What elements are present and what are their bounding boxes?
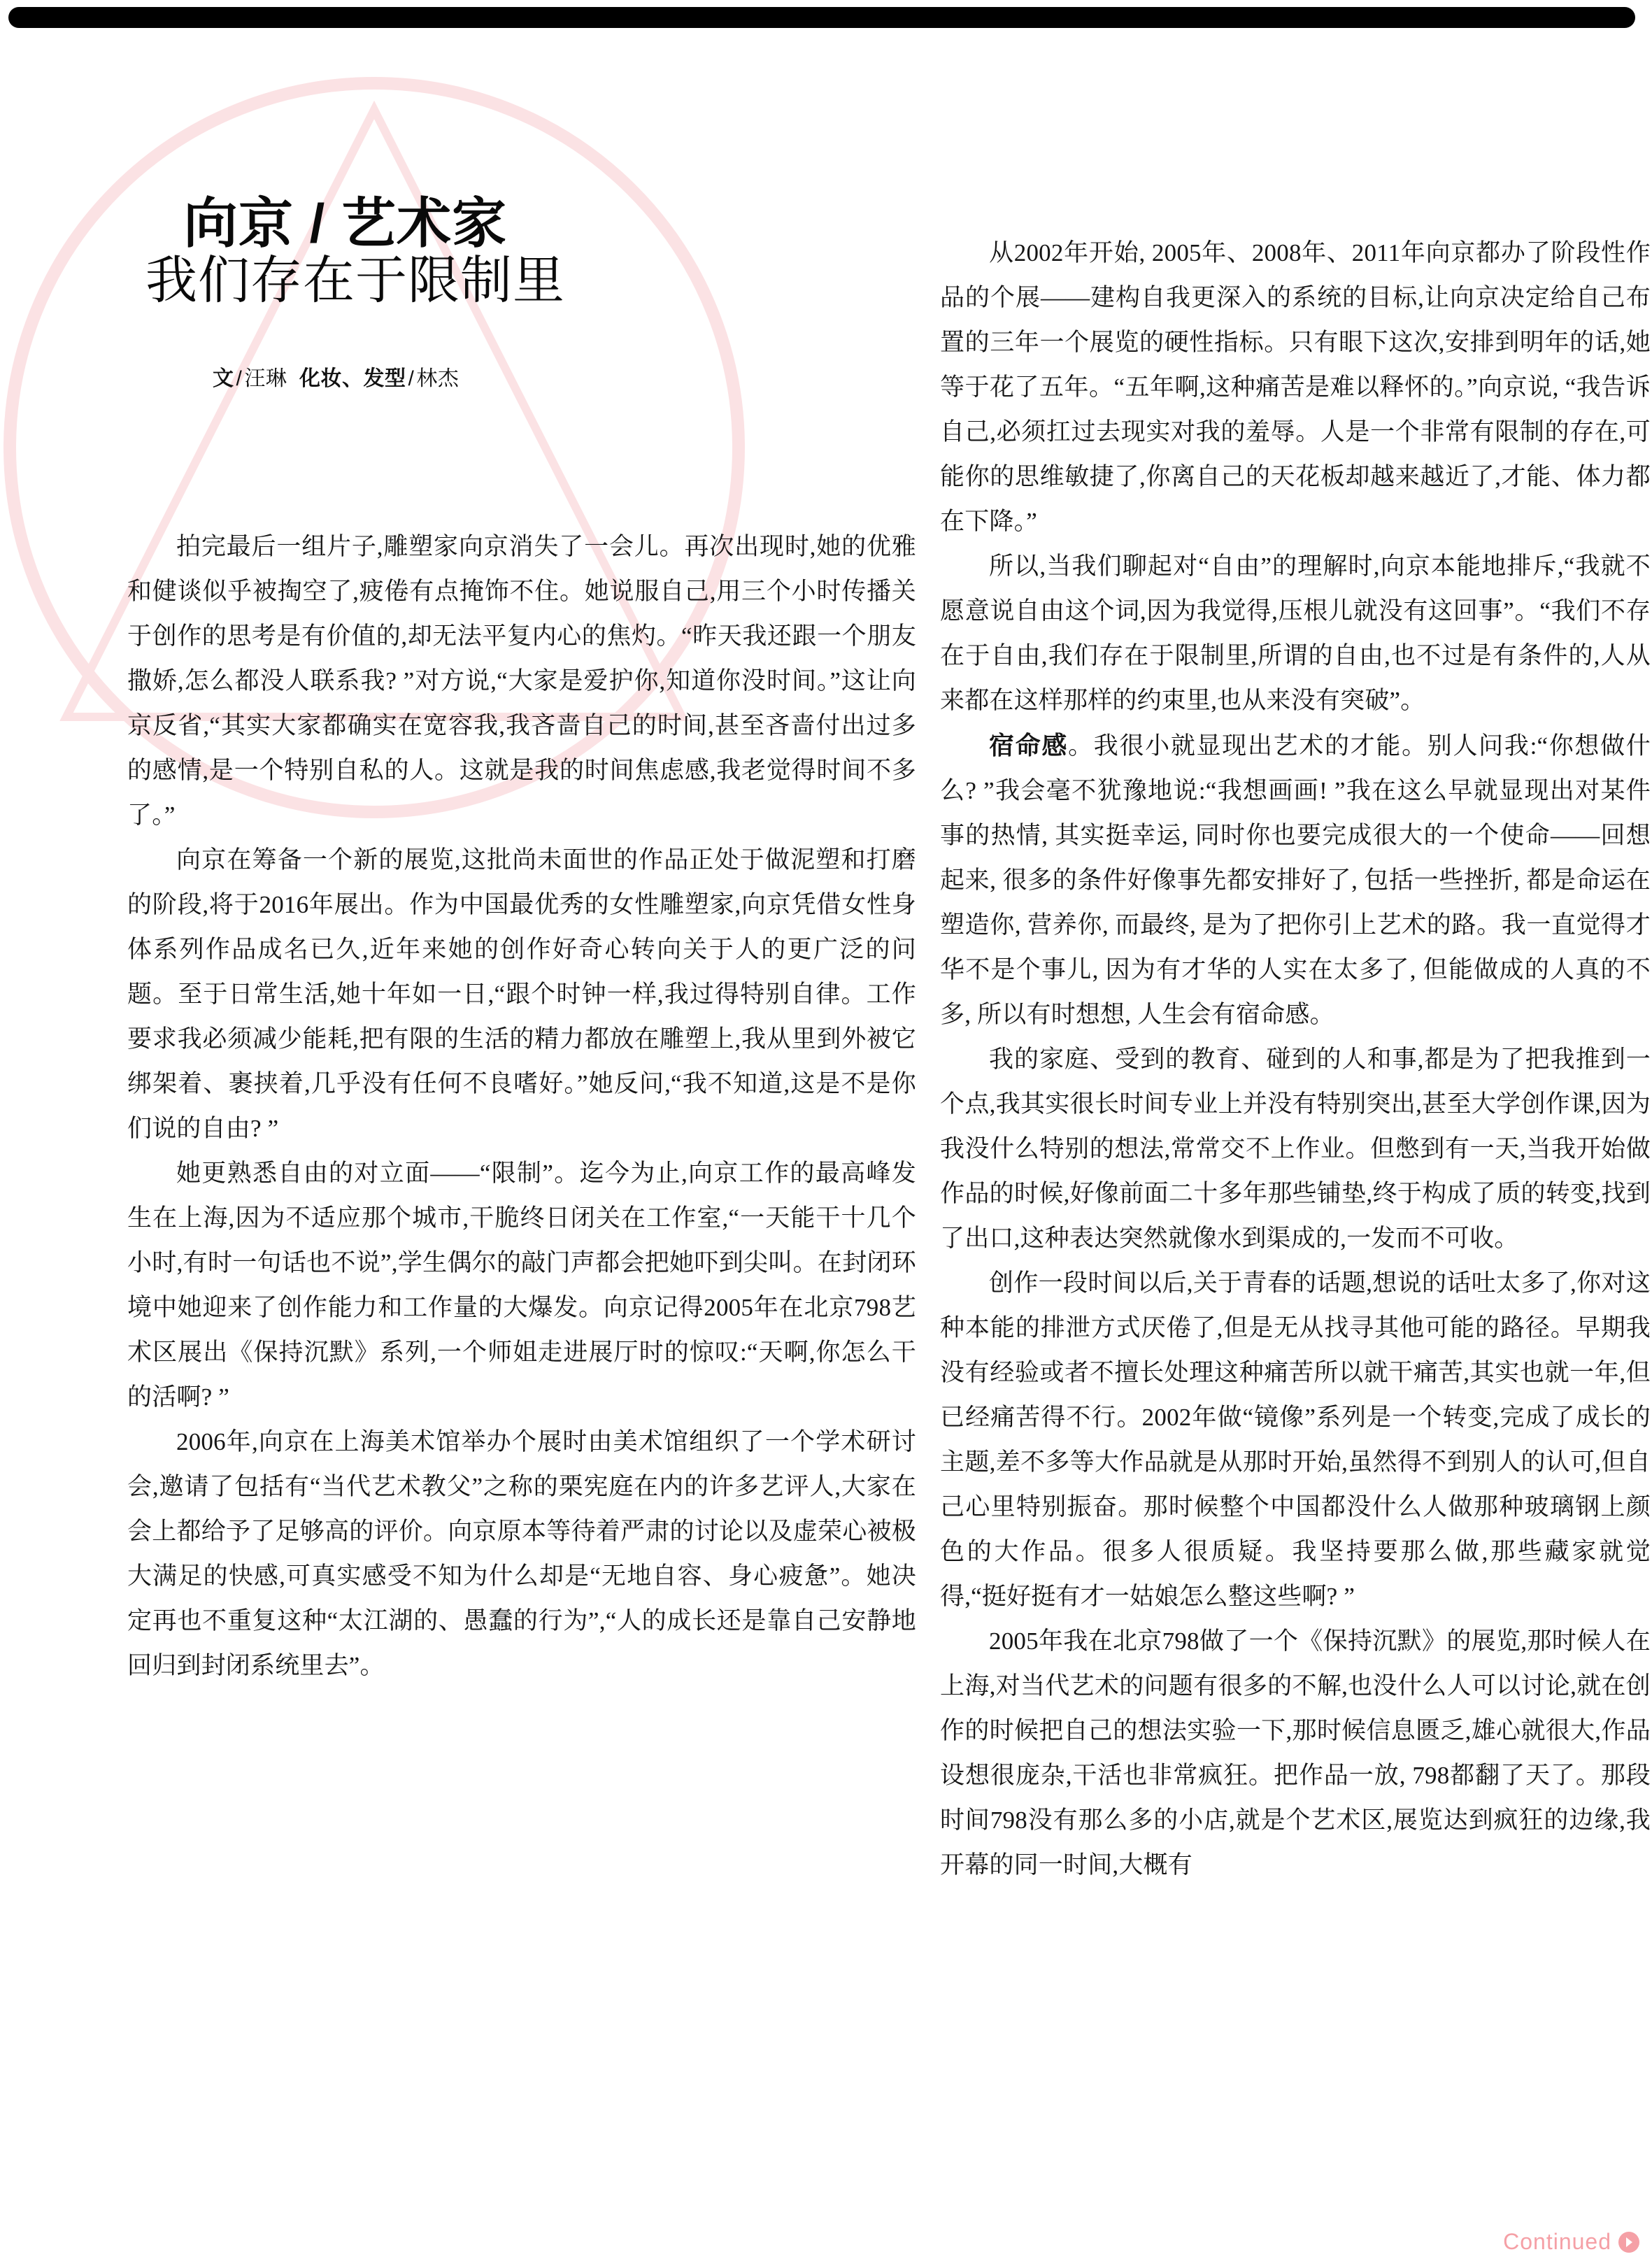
byline-writer-label: 文	[213, 367, 234, 390]
left-column	[127, 84, 916, 1688]
right-column	[940, 231, 1651, 1888]
section-lead-in-text: 。我很小就显现出艺术的才能。别人问我:“你想做什么? ”我会毫不犹豫地说:“我想画画! ”我在这么早就显现出对某件事的热情, 其实挺幸运, 同时你也要完成很大的一个使命——回想起来, 很多的条件好像事先都安排好了, 包括一些挫折, 都是命运在塑造你, 营养你, 而最终, 是为了把你引上艺术的路。我一直觉得才华不是个事儿, 因为有才华的人实在太多了, 但能做成的人真的不多, 所以有时想想, 人生会有宿命感。	[940, 732, 1651, 1028]
continued-label: Continued	[1503, 2229, 1611, 2254]
masthead	[127, 84, 916, 392]
byline-styling-label: 化妆、发型	[299, 367, 406, 390]
byline	[213, 366, 916, 392]
byline-slash-2: /	[408, 367, 415, 390]
right-body-copy	[940, 231, 1651, 1888]
paragraph: 创作一段时间以后,关于青春的话题,想说的话吐太多了,你对这种本能的排泄方式厌倦了,但是无从找寻其他可能的路径。早期我没有经验或者不擅长处理这种痛苦所以就干痛苦,其实也就一年,但已经痛苦得不行。2002年做“镜像”系列是一个转变,完成了成长的主题,差不多等大作品就是从那时开始,虽然得不到别人的认可,但自己心里特别振奋。那时候整个中国都没什么人做那种玻璃钢上颜色的大作品。很多人很质疑。我坚持要那么做,那些藏家就觉得,“挺好挺有才一姑娘怎么整这些啊? ”	[940, 1269, 1651, 1610]
section-opening-paragraph	[940, 723, 1651, 1037]
paragraph: 她更熟悉自由的对立面——“限制”。迄今为止,向京工作的最高峰发生在上海,因为不适应那个城市,干脆终日闭关在工作室,“一天能干十几个小时,有时一句话也不说”,学生偶尔的敲门声都会把她吓到尖叫。在封闭环境中她迎来了创作能力和工作量的大爆发。向京记得2005年在北京798艺术区展出《保持沉默》系列,一个师姐走进展厅时的惊叹:“天啊,你怎么干的活啊? ”	[127, 1160, 916, 1411]
chevron-right-icon	[1618, 2232, 1639, 2253]
paragraph: 向京在筹备一个新的展览,这批尚未面世的作品正处于做泥塑和打磨的阶段,将于2016年展出。作为中国最优秀的女性雕塑家,向京凭借女性身体系列作品成名已久,近年来她的创作好奇心转向关于人的更广泛的问题。至于日常生活,她十年如一日,“跟个时钟一样,我过得特别自律。工作要求我必须减少能耗,把有限的生活的精力都放在雕塑上,我从里到外被它绑架着、裹挟着,几乎没有任何不良嗜好。”她反问,“我不知道,这是不是你们说的自由? ”	[127, 846, 916, 1142]
byline-styling-name: 林杰	[416, 367, 460, 390]
paragraph: 我的家庭、受到的教育、碰到的人和事,都是为了把我推到一个点,我其实很长时间专业上并没有特别突出,甚至大学创作课,因为我没什么特别的想法,常常交不上作业。但憋到有一天,当我开始做作品的时候,好像前面二十多年那些铺垫,终于构成了质的转变,找到了出口,这种表达突然就像水到渠成的,一发而不可收。	[940, 1046, 1651, 1252]
left-body-copy	[127, 525, 916, 1688]
section-lead-in-label: 宿命感	[989, 731, 1069, 760]
page-title-secondary: 我们存在于限制里	[145, 251, 565, 309]
byline-slash-1: /	[236, 367, 243, 390]
top-rule-divider	[8, 7, 1635, 28]
paragraph: 2006年,向京在上海美术馆举办个展时由美术馆组织了一个学术研讨会,邀请了包括有“当代艺术教父”之称的栗宪庭在内的许多艺评人,大家在会上都给予了足够高的评价。向京原本等待着严肃的讨论以及虚荣心被极大满足的快感,可真实感受不知为什么却是“无地自容、身心疲惫”。她决定再也不重复这种“太江湖的、愚蠢的行为”,“人的成长还是靠自己安静地回归到封闭系统里去”。	[127, 1428, 916, 1679]
paragraph: 2005年我在北京798做了一个《保持沉默》的展览,那时候人在上海,对当代艺术的问题有很多的不解,也没什么人可以讨论,就在创作的时候把自己的想法实验一下,那时候信息匮乏,雄心就很大,作品设想很庞杂,干活也非常疯狂。把作品一放, 798都翻了天了。那段时间798没有那么多的小店,就是个艺术区,展览达到疯狂的边缘,我开幕的同一时间,大概有	[940, 1627, 1651, 1879]
paragraph: 所以,当我们聊起对“自由”的理解时,向京本能地排斥,“我就不愿意说自由这个词,因为我觉得,压根儿就没有这回事”。“我们不存在于自由,我们存在于限制里,所谓的自由,也不过是有条件的,人从来都在这样那样的约束里,也从来没有突破”。	[940, 553, 1651, 714]
continued-marker[interactable]	[1503, 2229, 1639, 2255]
paragraph: 拍完最后一组片子,雕塑家向京消失了一会儿。再次出现时,她的优雅和健谈似乎被掏空了,疲倦有点掩饰不住。她说服自己,用三个小时传播关于创作的思考是有价值的,却无法平复内心的焦灼。“昨天我还跟一个朋友撒娇,怎么都没人联系我? ”对方说,“大家是爱护你,知道你没时间。”这让向京反省,“其实大家都确实在宽容我,我吝啬自己的时间,甚至吝啬付出过多的感情,是一个特别自私的人。这就是我的时间焦虑感,我老觉得时间不多了。”	[127, 533, 916, 829]
paragraph: 从2002年开始, 2005年、2008年、2011年向京都办了阶段性作品的个展——建构自我更深入的系统的目标,让向京决定给自己布置的三年一个展览的硬性指标。只有眼下这次,安排到明年的话,她等于花了五年。“五年啊,这种痛苦是难以释怀的。”向京说, “我告诉自己,必须扛过去现实对我的羞辱。人是一个非常有限制的存在,可能你的思维敏捷了,你离自己的天花板却越来越近了,才能、体力都在下降。”	[940, 239, 1651, 535]
byline-writer-name: 汪琳	[244, 367, 287, 390]
page-title-primary: 向京 / 艺术家	[183, 192, 508, 254]
